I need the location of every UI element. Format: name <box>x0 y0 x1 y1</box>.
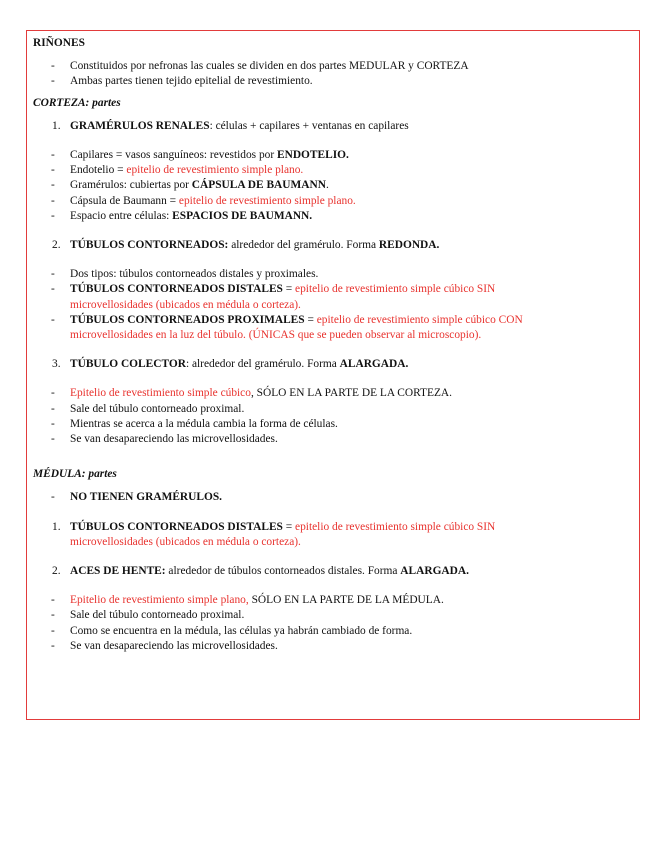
corteza-list1-item: - Capilares = vasos sanguíneos: revestidos por ENDOTELIO. <box>33 148 633 163</box>
corteza-item-3: 3. TÚBULO COLECTOR: alrededor del gramérulo. Forma ALARGADA. <box>52 358 409 371</box>
corteza-list1-item: - Endotelio = epitelio de revestimiento simple plano. <box>33 163 633 178</box>
medula-heading: MÉDULA: partes <box>33 468 117 481</box>
page-title: RIÑONES <box>33 37 85 49</box>
corteza-list1-item: - Espacio entre células: ESPACIOS DE BAUMANN. <box>33 209 633 224</box>
corteza-item-1: 1. GRAMÉRULOS RENALES: células + capilares + ventanas en capilares <box>52 119 409 132</box>
corteza-list1-item: - Cápsula de Baumann = epitelio de revestimiento simple plano. <box>33 194 633 209</box>
corteza-list2-item: - TÚBULOS CONTORNEADOS PROXIMALES = epitelio de revestimiento simple cúbico CON microvellosidades en la luz del túbulo. (ÚNICAS que se pueden observar al microscopio). <box>33 313 633 343</box>
medula-list-item: - Se van desapareciendo las microvellosidades. <box>33 639 633 654</box>
intro-line-2: - Ambas partes tienen tejido epitelial de revestimiento. <box>33 74 633 89</box>
corteza-list3-item: - Sale del túbulo contorneado proximal. <box>33 402 633 417</box>
medula-item-2: 2. ACES DE HENTE: alrededor de túbulos contorneados distales. Forma ALARGADA. <box>52 565 469 578</box>
corteza-list2-item: - Dos tipos: túbulos contorneados distales y proximales. <box>33 267 633 282</box>
intro-line-1: - Constituidos por nefronas las cuales se dividen en dos partes MEDULAR y CORTEZA <box>33 59 633 74</box>
medula-item-1: 1. TÚBULOS CONTORNEADOS DISTALES = epitelio de revestimiento simple cúbico SIN microvellosidades (ubicados en médula o corteza). <box>52 520 496 548</box>
corteza-list2-item: - TÚBULOS CONTORNEADOS DISTALES = epitelio de revestimiento simple cúbico SIN microvellosidades (ubicados en médula o corteza). <box>33 282 633 312</box>
corteza-heading: CORTEZA: partes <box>33 96 121 109</box>
medula-list-item: - Sale del túbulo contorneado proximal. <box>33 608 633 623</box>
medula-no-tienen: - NO TIENEN GRAMÉRULOS. <box>33 490 633 505</box>
corteza-list3-item: - Mientras se acerca a la médula cambia la forma de células. <box>33 417 633 432</box>
corteza-list3-item: - Se van desapareciendo las microvellosidades. <box>33 432 633 447</box>
medula-list-item: - Epitelio de revestimiento simple plano, SÓLO EN LA PARTE DE LA MÉDULA. <box>33 593 633 608</box>
document-body <box>33 36 633 654</box>
corteza-list3-item: - Epitelio de revestimiento simple cúbico, SÓLO EN LA PARTE DE LA CORTEZA. <box>33 386 633 401</box>
corteza-item-2: 2. TÚBULOS CONTORNEADOS: alrededor del gramérulo. Forma REDONDA. <box>52 239 440 252</box>
medula-list-item: - Como se encuentra en la médula, las células ya habrán cambiado de forma. <box>33 624 633 639</box>
corteza-list1-item: - Gramérulos: cubiertas por CÁPSULA DE BAUMANN. <box>33 178 633 193</box>
